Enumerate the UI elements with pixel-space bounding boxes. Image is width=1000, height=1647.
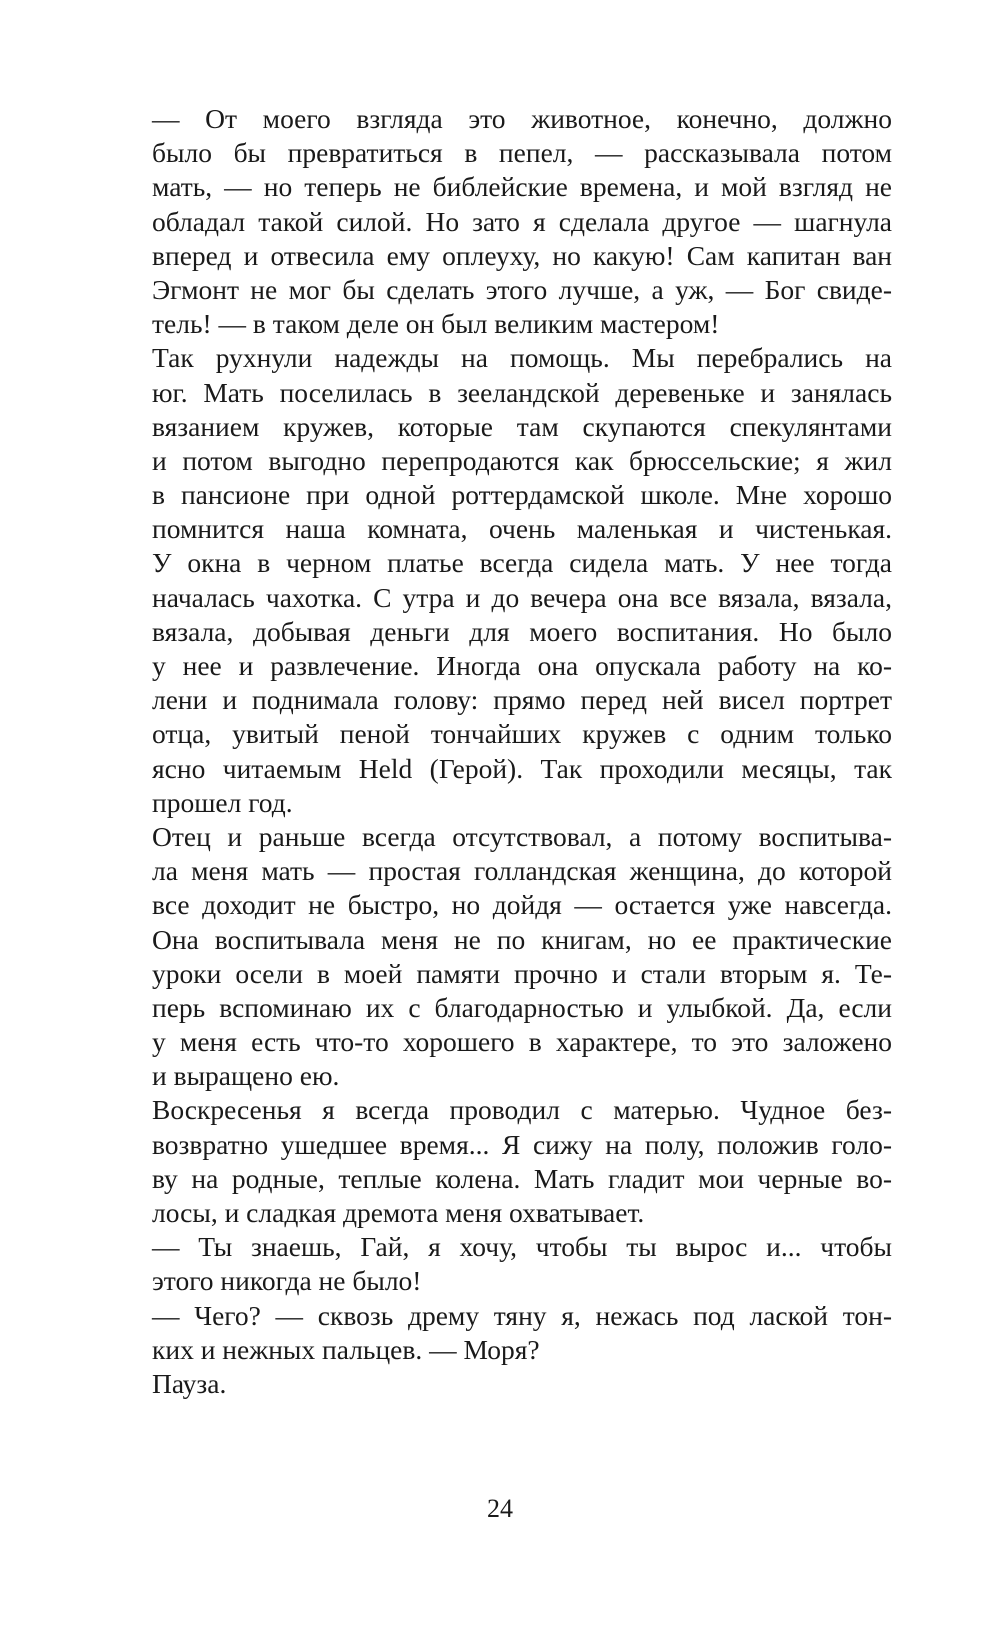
text-line: Пауза. <box>152 1367 227 1399</box>
text-line: У окна в черном платье всегда сидела мать. У нее тогда <box>152 547 892 579</box>
text-line: все доходит не быстро, но дойдя — остается уже навсегда. <box>152 889 892 921</box>
text-line: Отец и раньше всегда отсутствовал, а потому воспитыва- <box>152 820 892 852</box>
text-line: Она воспитывала меня не по книгам, но ее практические <box>152 923 892 955</box>
text-line: — От моего взгляда это животное, конечно, должно <box>152 103 892 134</box>
text-line: у меня есть что-то хорошего в характере, то это заложено <box>152 1026 892 1058</box>
page-number: 24 <box>487 1494 513 1523</box>
text-line: уроки осели в моей памяти прочно и стали вторым я. Те- <box>152 957 892 989</box>
text-line: этого никогда не было! <box>152 1265 422 1297</box>
text-line: перь вспоминаю их с благодарностью и улыбкой. Да, если <box>152 991 892 1023</box>
text-line: лосы, и сладкая дремота меня охватывает. <box>152 1197 645 1228</box>
text-line: Так рухнули надежды на помощь. Мы перебрались на <box>152 342 892 374</box>
text-line: юг. Мать поселилась в зееландской деревеньке и занялась <box>152 376 892 408</box>
text-line: прошел год. <box>152 786 293 818</box>
text-line: Воскресенья я всегда проводил с матерью. Чудное без- <box>152 1094 892 1126</box>
text-line: — Ты знаешь, Гай, я хочу, чтобы ты вырос и... чтобы <box>152 1231 892 1263</box>
text-line: лени и поднимала голову: прямо перед ней висел портрет <box>152 684 892 716</box>
text-line: — Чего? — сквозь дрему тяну я, нежась под лаской тон- <box>152 1299 892 1331</box>
text-line: было бы превратиться в пепел, — рассказывала потом <box>152 137 892 169</box>
text-line: ла меня мать — простая голландская женщина, до которой <box>152 855 892 887</box>
text-line: возвратно ушедшее время... Я сижу на полу, положив голо- <box>152 1128 892 1160</box>
text-line: началась чахотка. С утра и до вечера она все вязала, вязала, <box>152 581 892 613</box>
text-line: вперед и отвесила ему оплеуху, но какую! Сам капитан ван <box>152 239 892 271</box>
text-line: и потом выгодно перепродаются как брюссельские; я жил <box>152 444 892 476</box>
text-line: и выращено ею. <box>152 1060 340 1092</box>
text-line: вязанием кружев, которые там скупаются спекулянтами <box>152 410 892 442</box>
page-text-block <box>152 102 892 1401</box>
text-line: ясно читаемым Held (Герой). Так проходили месяцы, так <box>152 752 892 784</box>
text-line: ких и нежных пальцев. — Моря? <box>152 1333 540 1365</box>
text-line: вязала, добывая деньги для моего воспитания. Но было <box>152 615 892 647</box>
text-line: отца, увитый пеной тончайших кружев с одним только <box>152 718 892 750</box>
text-line: в пансионе при одной роттердамской школе. Мне хорошо <box>152 479 892 511</box>
text-line: обладал такой силой. Но зато я сделала другое — шагнула <box>152 205 892 237</box>
text-line: тель! — в таком деле он был великим мастером! <box>152 308 720 340</box>
text-line: мать, — но теперь не библейские времена, и мой взгляд не <box>152 171 892 203</box>
text-line: Эгмонт не мог бы сделать этого лучше, а уж, — Бог свиде- <box>152 273 892 305</box>
text-line: помнится наша комната, очень маленькая и чистенькая. <box>152 513 892 545</box>
text-line: ву на родные, теплые колена. Мать гладит мои черные во- <box>152 1162 892 1194</box>
text-line: у нее и развлечение. Иногда она опускала работу на ко- <box>152 650 892 681</box>
